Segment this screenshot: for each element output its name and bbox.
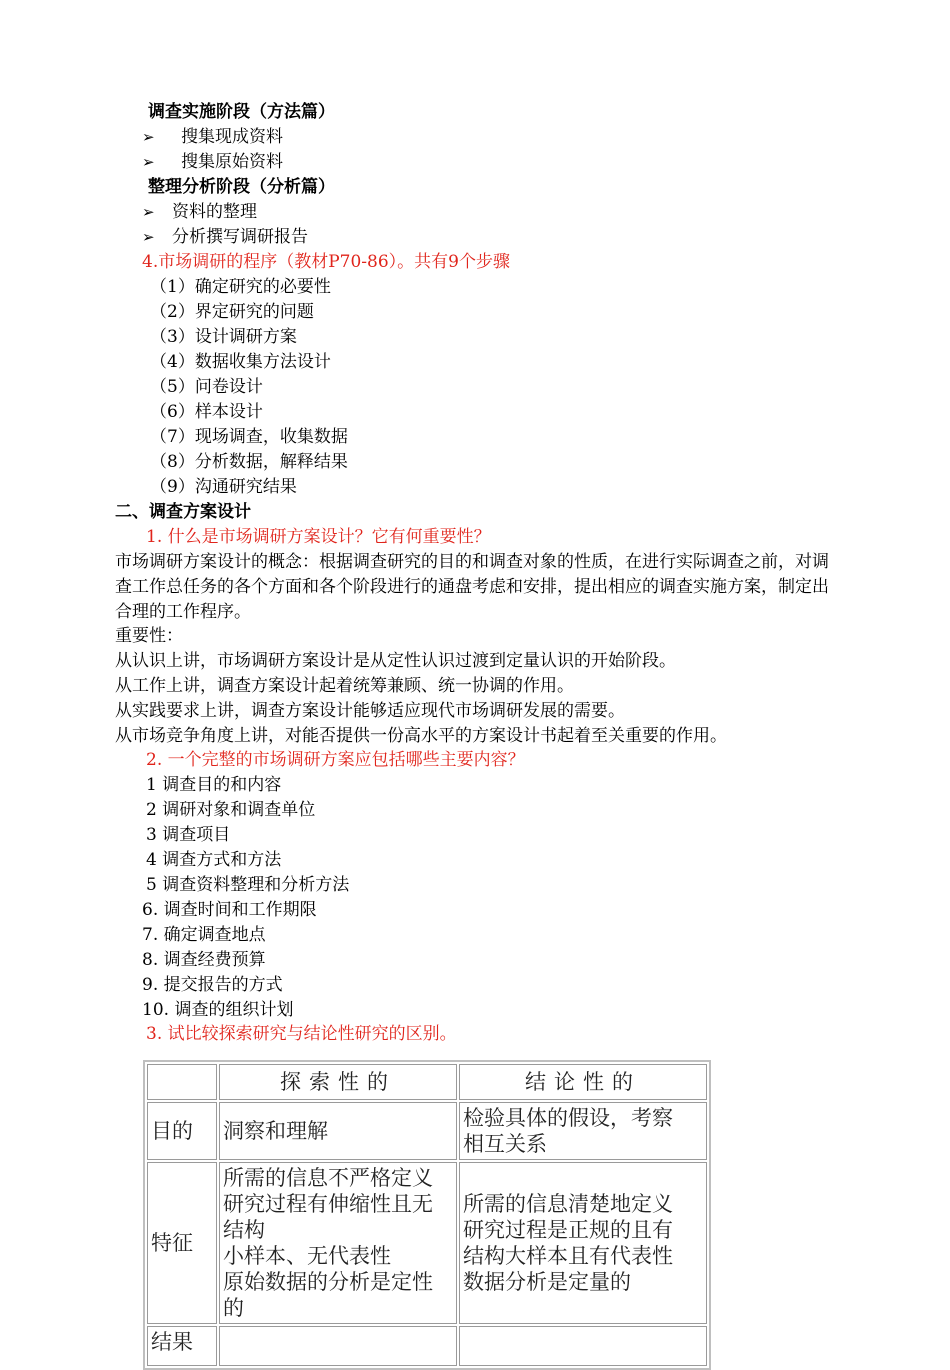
heading-impl-stage: 调查实施阶段（方法篇） xyxy=(148,102,335,122)
cell-purpose-conclusive: 检验具体的假设，考察 相互关系 xyxy=(459,1102,707,1160)
table-header-row xyxy=(147,1064,707,1100)
table-corner-cell xyxy=(147,1064,217,1100)
content-item: 3 调查项目 xyxy=(146,825,231,845)
arrow-bullet-icon: ➢ xyxy=(142,203,155,221)
procedure-step: （9）沟通研究结果 xyxy=(150,477,297,497)
procedure-title: 4.市场调研的程序（教材P70-86）。共有9个步骤 xyxy=(142,252,510,272)
importance-item: 从认识上讲，市场调研方案设计是从定性认识过渡到定量认识的开始阶段。 xyxy=(115,651,676,671)
row-label-purpose: 目的 xyxy=(147,1102,217,1160)
section-heading: 二、调查方案设计 xyxy=(115,502,251,522)
table-row xyxy=(147,1326,707,1366)
question-1: 1. 什么是市场调研方案设计？它有何重要性？ xyxy=(146,527,491,547)
row-label-features: 特征 xyxy=(147,1162,217,1324)
col-header-conclusive: 结论性的 xyxy=(459,1064,707,1100)
content-item: 9. 提交报告的方式 xyxy=(142,975,283,995)
table-row xyxy=(147,1102,707,1160)
content-item: 8. 调查经费预算 xyxy=(142,950,266,970)
content-item: 10. 调查的组织计划 xyxy=(142,1000,294,1020)
procedure-step: （7）现场调查，收集数据 xyxy=(150,427,348,447)
cell-features-exploratory: 所需的信息不严格定义 研究过程有伸缩性且无 结构 小样本、无代表性 原始数据的分析是定性 的 xyxy=(219,1162,457,1324)
list-item: ➢ 分析撰写调研报告 xyxy=(142,227,308,247)
cell-features-conclusive: 所需的信息清楚地定义 研究过程是正规的且有 结构大样本且有代表性 数据分析是定量的 xyxy=(459,1162,707,1324)
list-item: ➢ 资料的整理 xyxy=(142,202,257,222)
row-label-result: 结果 xyxy=(147,1326,217,1366)
procedure-step: （6）样本设计 xyxy=(150,402,263,422)
question-2: 2. 一个完整的市场调研方案应包括哪些主要内容？ xyxy=(146,750,525,770)
question-3: 3. 试比较探索研究与结论性研究的区别。 xyxy=(146,1024,457,1044)
importance-item: 从实践要求上讲，调查方案设计能够适应现代市场调研发展的需要。 xyxy=(115,701,625,721)
cell-purpose-exploratory: 洞察和理解 xyxy=(219,1102,457,1160)
procedure-step: （8）分析数据，解释结果 xyxy=(150,452,348,472)
procedure-step: （1）确定研究的必要性 xyxy=(150,277,331,297)
importance-item: 从工作上讲，调查方案设计起着统筹兼顾、统一协调的作用。 xyxy=(115,676,574,696)
content-item: 5 调查资料整理和分析方法 xyxy=(146,875,350,895)
concept-paragraph: 市场调研方案设计的概念：根据调查研究的目的和调查对象的性质，在进行实际调查之前，对调查工作总任务的各个方面和各个阶段进行的通盘考虑和安排，提出相应的调查实施方案，制定出合理的工作程序。 xyxy=(115,552,829,622)
arrow-bullet-icon: ➢ xyxy=(142,228,155,246)
list-item: ➢ 搜集现成资料 xyxy=(142,127,283,147)
cell-result-exploratory xyxy=(219,1326,457,1366)
content-item: 1 调查目的和内容 xyxy=(146,775,282,795)
procedure-step: （4）数据收集方法设计 xyxy=(150,352,331,372)
procedure-step: （2）界定研究的问题 xyxy=(150,302,314,322)
importance-item: 从市场竞争角度上讲，对能否提供一份高水平的方案设计书起着至关重要的作用。 xyxy=(115,726,727,746)
comparison-table xyxy=(143,1060,711,1370)
col-header-exploratory: 探索性的 xyxy=(219,1064,457,1100)
content-item: 7. 确定调查地点 xyxy=(142,925,266,945)
table-row xyxy=(147,1162,707,1324)
arrow-bullet-icon: ➢ xyxy=(142,128,155,146)
list-item: ➢ 搜集原始资料 xyxy=(142,152,283,172)
arrow-bullet-icon: ➢ xyxy=(142,153,155,171)
content-item: 2 调研对象和调查单位 xyxy=(146,800,316,820)
procedure-step: （5）问卷设计 xyxy=(150,377,263,397)
content-item: 6. 调查时间和工作期限 xyxy=(142,900,317,920)
importance-label: 重要性： xyxy=(115,626,183,646)
content-item: 4 调查方式和方法 xyxy=(146,850,282,870)
cell-result-conclusive xyxy=(459,1326,707,1366)
procedure-step: （3）设计调研方案 xyxy=(150,327,297,347)
heading-analysis-stage: 整理分析阶段（分析篇） xyxy=(148,177,335,197)
